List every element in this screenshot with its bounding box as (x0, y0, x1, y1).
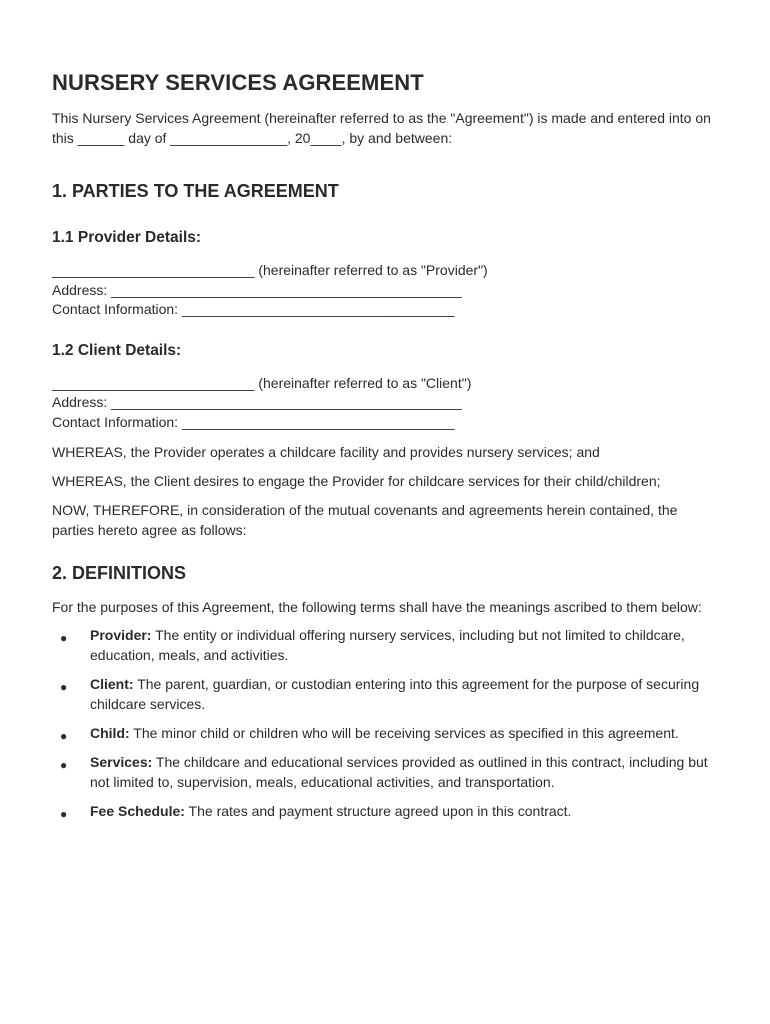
bullet-icon: ● (60, 807, 68, 821)
definition-text: The rates and payment structure agreed upon in this contract. (184, 803, 572, 819)
client-contact-line: Contact Information: ___________________________________ (52, 413, 455, 430)
document-page (52, 70, 722, 830)
whereas-clause-2: WHEREAS, the Client desires to engage the Provider for childcare services for their child/children; (52, 473, 661, 489)
definitions-intro: For the purposes of this Agreement, the following terms shall have the meanings ascribed to them below: (52, 599, 702, 615)
definition-text: The childcare and educational services provided as outlined in this contract, including but not limited to, supervision, meals, educational activities, and transportation. (90, 754, 708, 790)
definition-item (52, 801, 722, 821)
definitions-list (52, 625, 722, 821)
provider-name-line: __________________________ (hereinafter referred to as "Provider") (52, 262, 488, 278)
client-name-line: __________________________ (hereinafter referred to as "Client") (52, 374, 472, 391)
definition-text: The entity or individual offering nursery services, including but not limited to childcare, education, meals, and activities. (90, 627, 685, 663)
definition-item (52, 625, 722, 665)
provider-details-heading: 1.1 Provider Details: (52, 229, 202, 246)
intro-paragraph: This Nursery Services Agreement (hereinafter referred to as the "Agreement") is made and entered into on this ______ day of _______________, 20____, by and between: (52, 110, 711, 146)
definition-text: The minor child or children who will be receiving services as specified in this agreement. (129, 725, 679, 741)
definition-term: Services: (90, 754, 153, 770)
client-details-block (52, 374, 722, 433)
definition-term: Fee Schedule: (90, 803, 185, 819)
section-2-title: 2. DEFINITIONS (52, 563, 187, 583)
definition-term: Client: (90, 676, 134, 692)
definition-item (52, 752, 722, 792)
definition-text: The parent, guardian, or custodian entering into this agreement for the purpose of securing childcare services. (90, 676, 700, 712)
provider-contact-line: Contact Information: ___________________________________ (52, 301, 455, 317)
client-details-heading: 1.2 Client Details: (52, 341, 182, 359)
definition-item (52, 723, 722, 743)
section-1-title: 1. PARTIES TO THE AGREEMENT (52, 181, 339, 201)
bullet-icon: ● (60, 758, 68, 772)
whereas-clause-1: WHEREAS, the Provider operates a childcare facility and provides nursery services; and (52, 444, 600, 460)
client-address-line: Address: _____________________________________________ (52, 394, 462, 410)
bullet-icon: ● (60, 631, 68, 645)
provider-address-line: Address: _____________________________________________ (52, 281, 462, 298)
document-title: NURSERY SERVICES AGREEMENT (52, 70, 424, 95)
bullet-icon: ● (60, 729, 68, 743)
bullet-icon: ● (60, 680, 68, 694)
now-therefore-clause: NOW, THEREFORE, in consideration of the mutual covenants and agreements herein contained, the parties hereto agree as follows: (52, 502, 678, 538)
provider-details-block (52, 261, 722, 320)
definition-item (52, 674, 722, 714)
definition-term: Provider: (90, 627, 152, 643)
definition-term: Child: (90, 725, 130, 741)
